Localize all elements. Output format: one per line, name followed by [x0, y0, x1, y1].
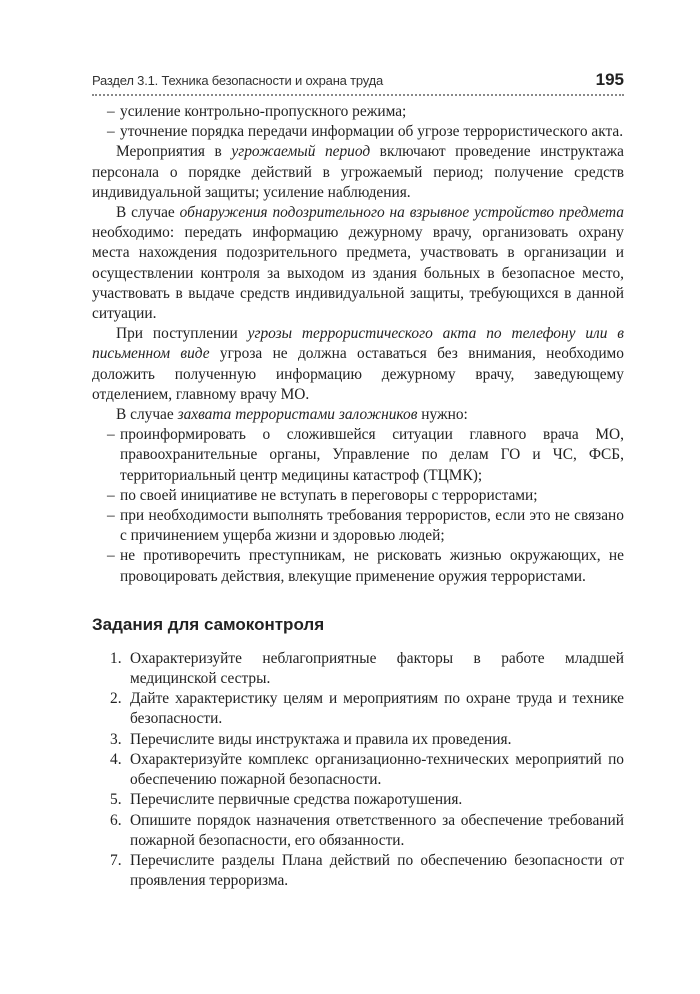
list-item: – проинформировать о сложившейся ситуации главного врача МО, правоохранительные органы, Управление по делам ГО и ЧС, ФСБ, территориальный центр медицины катастроф (ТЦМК); [120, 425, 624, 486]
task-item: 7. Перечислите разделы Плана действий по обеспечению безопасности от проявления терроризма. [110, 851, 624, 890]
emphasis-term: угрозы террористического акта по телефону или в письменном виде [92, 325, 624, 363]
emphasis-term: обнаружения подозрительного на взрывное устройство предмета [179, 204, 624, 222]
paragraph-suspicious-object: В случае обнаружения подозрительного на взрывное устройство предмета необходимо: передать информацию дежурному врачу, организовать охрану места нахождения подозрительного предмета, участвовать в организации и осуществлении контроля за выходом из здания больных в безопасное место, участвовать в выдаче средств индивидуальной защиты, требующихся в данной ситуации. [92, 204, 624, 323]
paragraph-threat-period: Мероприятия в угрожаемый период включают проведение инструктажа персонала о порядке действий в угрожаемый период; получение средств индивидуальной защиты; усиление наблюдения. [92, 143, 624, 201]
task-number: 4. [110, 750, 122, 768]
self-control-tasks-list [92, 649, 624, 891]
task-number: 1. [110, 649, 122, 667]
self-control-heading: Задания для самоконтроля [92, 614, 325, 634]
list-item: – по своей инициативе не вступать в переговоры с террористами; [120, 486, 624, 506]
list-item: – не противоречить преступникам, не рисковать жизнью окружающих, не провоцировать действия, влекущие применение оружия террористами. [120, 546, 624, 586]
intro-list [92, 102, 624, 142]
paragraph-phone-threat: При поступлении угрозы террористического акта по телефону или в письменном виде угроза не должна оставаться без внимания, необходимо доложить полученную информацию дежурному врачу, заведующему отделением, главному врачу МО. [92, 325, 624, 403]
page-number: 195 [595, 70, 624, 89]
list-item: – усиление контрольно-пропускного режима; [120, 102, 624, 122]
section-title: Раздел 3.1. Техника безопасности и охрана труда [92, 73, 384, 88]
main-text [92, 102, 624, 587]
task-item: 6. Опишите порядок назначения ответственного за обеспечение требований пожарной безопасности, его обязанности. [110, 811, 624, 849]
emphasis-term: угрожаемый период [231, 143, 371, 161]
task-item: 4. Охарактеризуйте комплекс организационно-технических мероприятий по обеспечению пожарной безопасности. [110, 750, 624, 789]
list-item: – уточнение порядка передачи информации об угрозе террористического акта. [120, 122, 624, 142]
task-number: 3. [110, 730, 122, 748]
emphasis-term: захвата террористами заложников [177, 406, 418, 424]
task-item: 2. Дайте характеристику целям и мероприятиям по охране труда и технике безопасности. [110, 690, 624, 728]
task-item: 1. Охарактеризуйте неблагоприятные факторы в работе младшей медицинской сестры. [110, 649, 624, 688]
task-number: 5. [110, 791, 122, 809]
task-item: 3. Перечислите виды инструктажа и правила их проведения. [116, 730, 624, 750]
running-header [92, 70, 624, 96]
hostage-actions-list [92, 425, 624, 587]
task-number: 6. [110, 811, 122, 829]
task-item: 5. Перечислите первичные средства пожаротушения. [116, 790, 624, 810]
paragraph-hostages: В случае захвата террористами заложников нужно: [116, 406, 468, 424]
list-item: – при необходимости выполнять требования террористов, если это не связано с причинением ущерба жизни и здоровью людей; [120, 506, 624, 546]
task-number: 7. [110, 851, 122, 869]
task-number: 2. [110, 690, 122, 708]
